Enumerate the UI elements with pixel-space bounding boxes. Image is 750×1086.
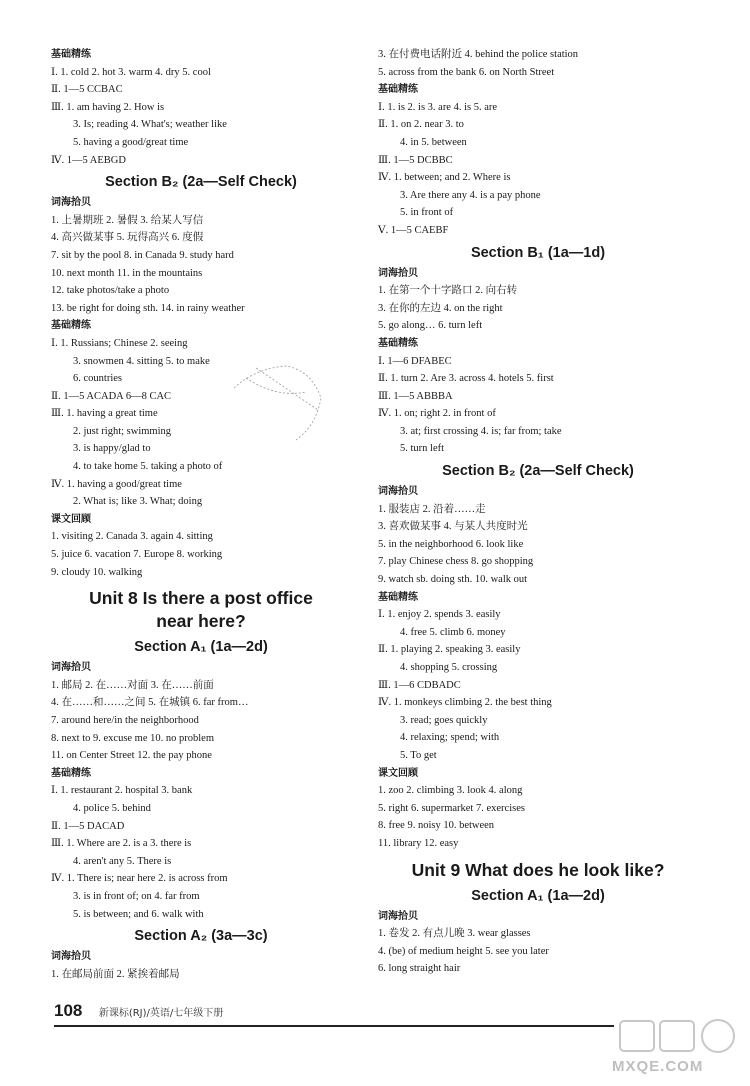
section-heading: 课文回顾: [378, 767, 418, 779]
answer-line: Ⅱ. 1—5 ACADA 6—8 CAC: [51, 390, 172, 402]
section-heading: 词海拾贝: [378, 267, 418, 279]
answer-line: 3. 喜欢做某事 4. 与某人共度时光: [378, 521, 528, 533]
answer-line: Ⅱ. 1—5 CCBAC: [51, 84, 123, 96]
answer-line: 6. long straight hair: [378, 963, 461, 975]
answer-line: Ⅳ. 1. on; right 2. in front of: [378, 408, 496, 420]
answer-line: 5. is between; and 6. walk with: [73, 908, 204, 920]
answer-line: Ⅰ. 1. Russians; Chinese 2. seeing: [51, 337, 188, 349]
answer-line: 3. is happy/glad to: [73, 443, 151, 455]
answer-line: 3. 在你的左边 4. on the right: [378, 302, 503, 314]
section-title: Section A₁ (1a—2d): [471, 887, 605, 904]
section-title: Section A₂ (3a—3c): [134, 928, 268, 945]
section-title: Section B₂ (2a—Self Check): [105, 174, 297, 191]
answer-line: 5. in the neighborhood 6. look like: [378, 538, 524, 550]
answer-line: 2. just right; swimming: [73, 425, 172, 437]
answer-line: 9. watch sb. doing sth. 10. walk out: [378, 574, 528, 586]
section-heading: 词海拾贝: [51, 197, 91, 209]
answer-line: 4. aren't any 5. There is: [73, 855, 172, 867]
answer-line: 6. countries: [73, 373, 122, 385]
answer-line: 9. cloudy 10. walking: [51, 566, 143, 578]
answer-line: Ⅲ. 1—6 CDBADC: [378, 679, 461, 691]
watermark-site-text: MXQE.COM: [612, 1058, 704, 1075]
right-column: [378, 46, 698, 978]
answer-line: 3. Is; reading 4. What's; weather like: [73, 119, 227, 131]
section-heading: 基础精练: [51, 767, 91, 779]
answer-line: Ⅳ. 1. There is; near here 2. is across from: [51, 873, 228, 885]
pencil-scribble-mark: [226, 348, 336, 448]
unit-title: [378, 859, 698, 882]
answer-line: 3. is in front of; on 4. far from: [73, 890, 200, 902]
answer-line: 1. zoo 2. climbing 3. look 4. along: [378, 785, 523, 797]
answer-line: 5. in front of: [400, 207, 454, 219]
answer-line: Ⅳ. 1. monkeys climbing 2. the best thing: [378, 697, 552, 709]
answer-line: Ⅰ. 1—6 DFABEC: [378, 355, 452, 367]
answer-line: 4. to take home 5. taking a photo of: [73, 461, 223, 473]
answer-line: 3. Are there any 4. is a pay phone: [400, 189, 541, 201]
answer-line: Ⅲ. 1. having a great time: [51, 408, 158, 420]
answer-line: Ⅲ. 1. Where are 2. is a 3. there is: [51, 838, 192, 850]
answer-line: 8. free 9. noisy 10. between: [378, 820, 495, 832]
section-heading: 词海拾贝: [378, 910, 418, 922]
answer-line: 3. 在付费电话附近 4. behind the police station: [378, 49, 579, 60]
unit-title-line: Unit 9 What does he look like?: [411, 859, 665, 880]
answer-line: 3. snowmen 4. sitting 5. to make: [73, 355, 210, 367]
page-number: 108: [54, 1001, 83, 1020]
answer-line: 11. on Center Street 12. the pay phone: [51, 750, 212, 762]
answer-line: 4. shopping 5. crossing: [400, 662, 498, 673]
answer-line: Ⅳ. 1. between; and 2. Where is: [378, 172, 511, 184]
section-heading: 基础精练: [51, 320, 91, 332]
answer-line: 4. 高兴做某事 5. 玩得高兴 6. 度假: [51, 232, 204, 244]
answer-line: 5. turn left: [400, 443, 445, 455]
section-title: Section B₁ (1a—1d): [470, 244, 606, 261]
section-heading: 基础精练: [378, 337, 418, 349]
answer-line: Ⅴ. 1—5 CAEBF: [378, 224, 449, 236]
answer-line: 10. next month 11. in the mountains: [51, 267, 203, 279]
answer-line: 5. across from the bank 6. on North Street: [378, 66, 555, 78]
answer-line: Ⅰ. 1. enjoy 2. spends 3. easily: [378, 609, 501, 621]
answer-line: 3. at; first crossing 4. is; far from; take: [400, 425, 562, 437]
answer-line: Ⅰ. 1. restaurant 2. hospital 3. bank: [51, 785, 193, 797]
answer-line: Ⅲ. 1. am having 2. How is: [51, 101, 165, 113]
answer-line: 5. right 6. supermarket 7. exercises: [378, 802, 525, 814]
page-footer: [54, 1001, 223, 1021]
section-heading: 词海拾贝: [51, 951, 91, 963]
answer-line: Ⅳ. 1. having a good/great time: [51, 478, 182, 490]
answer-line: 1. 邮局 2. 在……对面 3. 在……前面: [51, 679, 214, 691]
answer-line: 1. 在邮局前面 2. 紧挨着邮局: [51, 968, 180, 980]
answer-line: 12. take photos/take a photo: [51, 285, 170, 297]
answer-line: 13. be right for doing sth. 14. in rainy weather: [51, 302, 245, 314]
answer-line: 1. 在第一个十字路口 2. 向右转: [378, 285, 518, 297]
answer-line: 5. go along… 6. turn left: [378, 320, 483, 332]
answer-line: 3. read; goes quickly: [400, 714, 488, 726]
section-heading: 课文回顾: [51, 513, 91, 525]
answer-line: Ⅲ. 1—5 DCBBC: [378, 154, 453, 166]
answer-line: 7. play Chinese chess 8. go shopping: [378, 556, 534, 568]
answer-line: 7. sit by the pool 8. in Canada 9. study hard: [51, 249, 234, 261]
unit-title: [51, 587, 351, 633]
answer-line: 5. To get: [400, 749, 437, 761]
answer-line: 8. next to 9. excuse me 10. no problem: [51, 732, 215, 744]
unit-title-line: Unit 8 Is there a post office: [89, 588, 313, 609]
answer-line: 11. library 12. easy: [378, 837, 459, 849]
section-heading: 基础精练: [51, 49, 91, 60]
unit-title-line: near here?: [156, 611, 246, 632]
book-info: 新课标(RJ)/英语/七年级下册: [98, 1008, 224, 1019]
footer-rule: [54, 1025, 614, 1027]
answer-line: 4. free 5. climb 6. money: [400, 626, 506, 638]
answer-line: 4. relaxing; spend; with: [400, 732, 500, 744]
section-heading: 词海拾贝: [51, 662, 91, 674]
answer-line: Ⅱ. 1. playing 2. speaking 3. easily: [378, 644, 521, 656]
answer-line: 4. (be) of medium height 5. see you later: [378, 945, 549, 957]
section-heading: 词海拾贝: [378, 486, 418, 498]
answer-line: 1. 服装店 2. 沿着……走: [378, 503, 486, 515]
answer-line: Ⅳ. 1—5 AEBGD: [51, 154, 126, 166]
left-column: [51, 46, 351, 983]
answer-line: 1. visiting 2. Canada 3. again 4. sitting: [51, 531, 213, 543]
answer-line: 4. in 5. between: [400, 136, 467, 148]
answer-line: 5. juice 6. vacation 7. Europe 8. working: [51, 549, 223, 561]
section-title: Section A₁ (1a—2d): [134, 639, 268, 656]
answer-line: Ⅰ. 1. cold 2. hot 3. warm 4. dry 5. cool: [51, 66, 211, 78]
answer-line: Ⅱ. 1. on 2. near 3. to: [378, 119, 464, 131]
answer-line: Ⅱ. 1. turn 2. Are 3. across 4. hotels 5. first: [378, 373, 554, 385]
section-heading: 基础精练: [378, 591, 418, 603]
section-title: Section B₂ (2a—Self Check): [442, 463, 634, 480]
answer-line: 5. having a good/great time: [73, 136, 189, 148]
answer-line: Ⅲ. 1—5 ABBBA: [378, 390, 453, 402]
answer-line: Ⅱ. 1—5 DACAD: [51, 820, 125, 832]
answer-line: 2. What is; like 3. What; doing: [73, 496, 203, 508]
answer-line: 1. 上暑期班 2. 暑假 3. 给某人写信: [51, 214, 204, 226]
answer-line: Ⅰ. 1. is 2. is 3. are 4. is 5. are: [378, 101, 498, 113]
answer-line: 1. 卷发 2. 有点儿晚 3. wear glasses: [378, 928, 531, 940]
answer-line: 4. 在……和……之间 5. 在城镇 6. far from…: [51, 697, 249, 709]
section-heading: 基础精练: [378, 84, 418, 96]
answer-line: 7. around here/in the neighborhood: [51, 715, 199, 726]
answer-line: 4. police 5. behind: [73, 802, 151, 814]
